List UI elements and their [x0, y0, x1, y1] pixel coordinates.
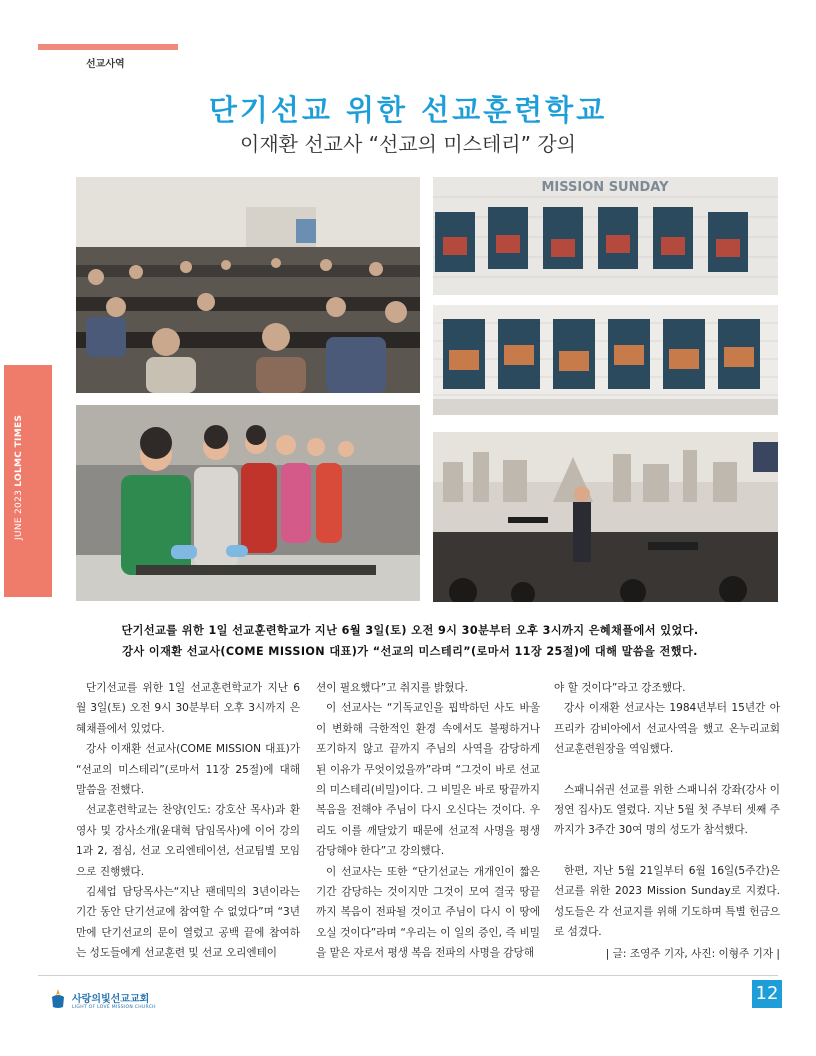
- church-logo-icon: [50, 989, 66, 1009]
- paragraph: 강사 이재환 선교사는 1984년부터 15년간 아프리카 감비아에서 선교사역을 했고 온누리교회 선교훈련원장을 역임했다.: [554, 702, 780, 756]
- article-subtitle: 이재환 선교사 “선교의 미스테리” 강의: [240, 132, 576, 156]
- issue-date: JUNE 2023: [14, 489, 24, 540]
- paragraph: 선교훈련학교는 찬양(인도: 강호산 목사)과 환영사 및 강사소개(윤대혁 담임목사)에 이어 강의 1과 2, 점심, 선교 오리엔테이션, 선교팀별 모임으로 진행했다.: [76, 804, 300, 878]
- photo-mission-panels: [433, 305, 778, 415]
- paragraph: 김세업 담당목사는“지난 팬데믹의 3년이라는 기간 동안 단기선교에 참여할 수 없었다”며 “3년 만에 단기선교의 문이 열렸고 공백 끝에 참여하는 성도들에게 선교훈련 및 선교 오리엔테이: [76, 886, 300, 960]
- footer-divider: [38, 975, 778, 976]
- page-number: 12: [752, 980, 782, 1008]
- paragraph: 션이 필요했다”고 취지를 밝혔다.: [316, 682, 468, 694]
- issue-sidebar-text: [14, 415, 24, 540]
- paragraph: 이 선교사는 “기독교인을 핍박하던 사도 바울이 변화해 극한적인 환경 속에서도 불평하거나 포기하지 않고 끝까지 주님의 사역을 감당하게 된 이유가 무엇이었을까”라며 “그것이 바로 선교의 미스테리(비밀)이다. 그 비밀은 바로 땅끝까지 복음을 전해야 주님이 다시 오신다는 것이다. 우리도 이를 깨달았기 때문에 선교적 사명을 평생 감당해야 한다”고 강의했다.: [316, 702, 540, 858]
- section-label: 선교사역: [86, 59, 125, 70]
- byline: | 글: 조영주 기자, 사진: 이형주 기자 |: [605, 948, 780, 961]
- article-column-1: [76, 678, 300, 964]
- article-column-2: [316, 678, 540, 964]
- mission-sunday-banner: MISSION SUNDAY: [541, 180, 669, 195]
- photo-mission-sunday-display: [433, 177, 778, 295]
- publication-name: LOLMC TIMES: [14, 414, 24, 487]
- header-accent-bar: [38, 44, 178, 50]
- article-title: 단기선교 위한 선교훈련학교: [208, 93, 608, 127]
- paragraph: 스패니쉬권 선교를 위한 스패니쉬 강좌(강사 이정연 집사)도 열렸다. 지난 5월 첫 주부터 셋째 주까지가 3주간 30여 명의 성도가 참석했다.: [554, 783, 780, 837]
- church-logo-subtitle: LIGHT OF LOVE MISSION CHURCH: [72, 1005, 156, 1010]
- paragraph: 야 할 것이다”라고 강조했다.: [554, 682, 686, 694]
- paragraph: 강사 이재환 선교사(COME MISSION 대표)가 “선교의 미스테리”(로마서 11장 25절)에 대해 말씀을 전했다.: [76, 743, 300, 797]
- article-column-3: [554, 678, 780, 965]
- caption-line-1: 단기선교를 위한 1일 선교훈련학교가 지난 6월 3일(토) 오전 9시 30분부터 오후 3시까지 은혜채플에서 있었다.: [121, 624, 699, 637]
- photo-volunteers-cooking: [76, 405, 420, 601]
- photo-caption: [60, 620, 760, 662]
- issue-sidebar: [4, 365, 52, 597]
- paragraph: 단기선교를 위한 1일 선교훈련학교가 지난 6월 3일(토) 오전 9시 30분부터 오후 3시까지 은혜채플에서 있었다.: [76, 682, 300, 735]
- caption-line-2: 강사 이재환 선교사(COME MISSION 대표)가 “선교의 미스테리”(로마서 11장 25절)에 대해 말씀을 전했다.: [122, 645, 698, 658]
- paragraph: 이 선교사는 또한 “단기선교는 개개인이 짧은 기간 감당하는 것이지만 그것이 모여 결국 땅끝까지 복음이 전파될 것이고 주님이 다시 이 땅에 오실 것이다”라며 “우리는 이 일의 증인, 즉 비밀을 맡은 자로서 평생 복음 전파의 사명을 감당해: [316, 865, 540, 960]
- paragraph: 한편, 지난 5월 21일부터 6월 16일(5주간)은 선교를 위한 2023 Mission Sunday로 지켰다. 성도들은 각 선교지를 위해 기도하며 특별 헌금으로 섬겼다.: [554, 864, 780, 939]
- photo-speaker-stage: [433, 432, 778, 602]
- church-logo-name: 사랑의빛선교교회: [72, 994, 150, 1005]
- photo-lecture-audience: [76, 177, 420, 393]
